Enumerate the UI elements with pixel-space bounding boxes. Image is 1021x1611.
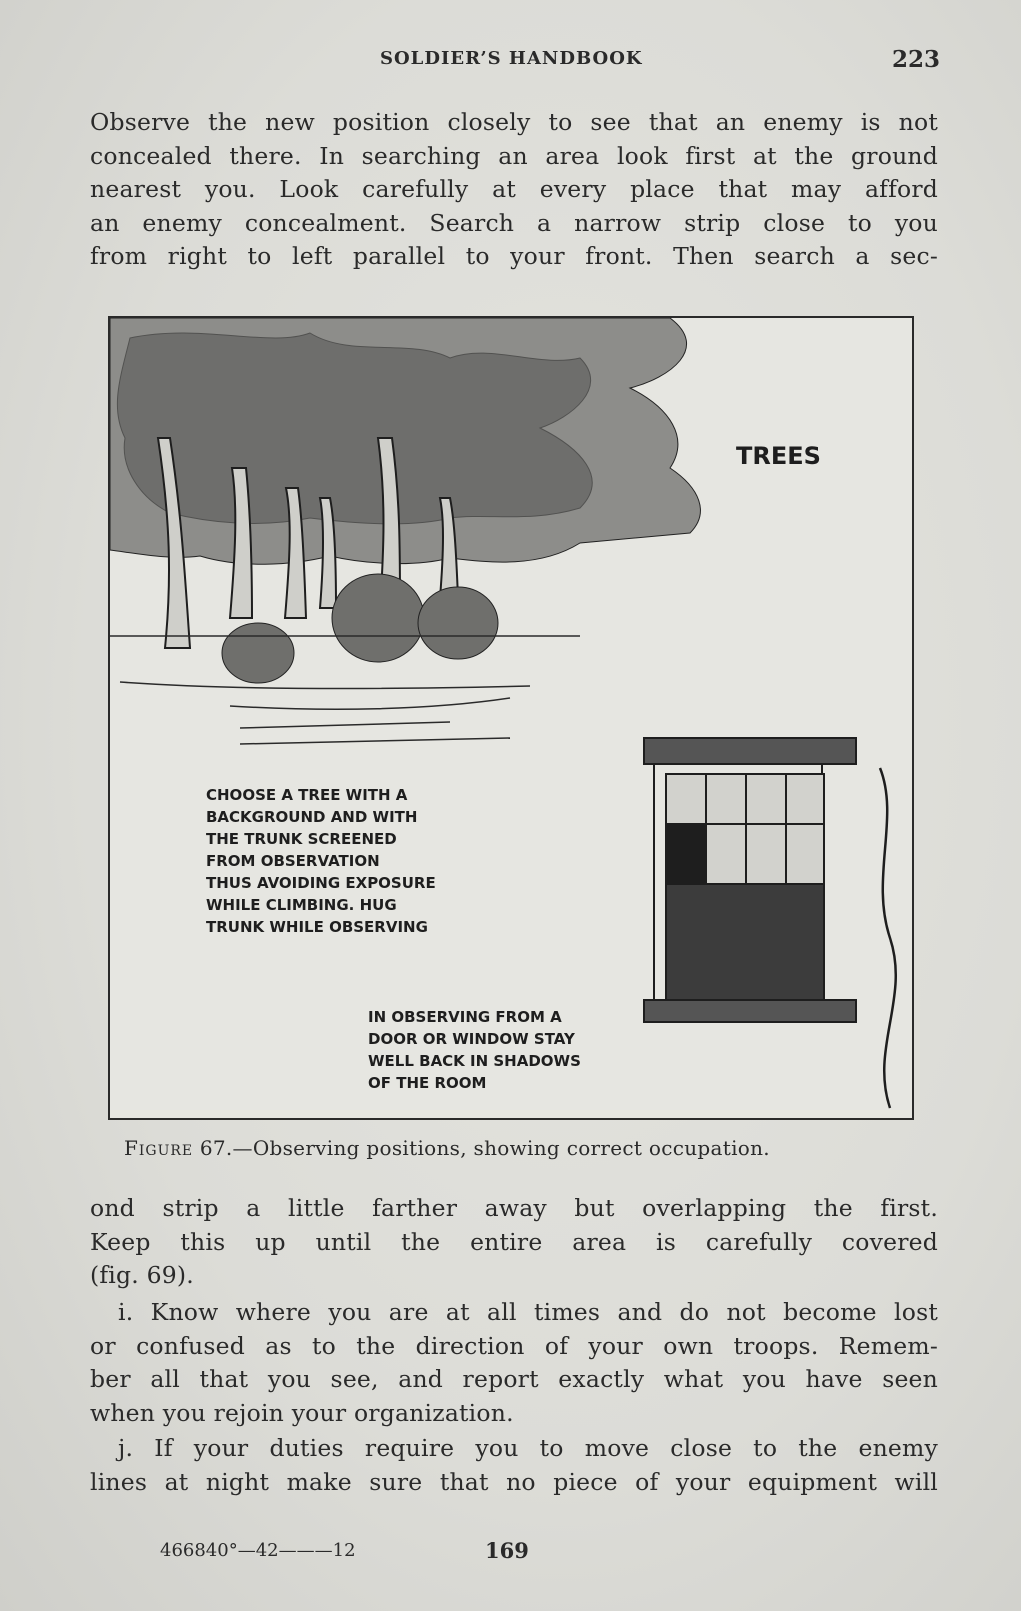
caption-prefix: Figure [124,1136,194,1160]
paragraph-top [90,106,938,274]
note-line: DOOR OR WINDOW STAY [368,1030,575,1048]
text-line: ber all that you see, and report exactly what you have seen [90,1365,938,1393]
text-line: i. Know where you are at all times and do not become lost [118,1298,938,1326]
caption-text: 67.—Observing positions, showing correct occupation. [193,1136,770,1160]
text-line: j. If your duties require you to move close to the enemy [118,1434,938,1462]
text-line: from right to left parallel to your front. Then search a sec- [90,242,938,270]
trees-label: TREES [736,442,821,470]
text-line: nearest you. Look carefully at every place that may afford [90,175,938,203]
sheet-number: 169 [485,1538,529,1563]
text-line: Keep this up until the entire area is carefully covered [90,1227,938,1256]
note-line: TRUNK WHILE OBSERVING [206,918,428,936]
note-line: THE TRUNK SCREENED [206,830,397,848]
note-line: FROM OBSERVATION [206,852,380,870]
note-line: CHOOSE A TREE WITH A [206,786,408,804]
text-line: (fig. 69). [90,1261,194,1289]
note-line: OF THE ROOM [368,1074,487,1092]
tree-canopy [110,318,700,564]
note-line: WHILE CLIMBING. HUG [206,896,397,914]
text-line: ond strip a little farther away but overlapping the first. [90,1194,938,1222]
text-line: Observe the new position closely to see that an enemy is not [90,108,938,136]
print-code: 466840°—42———12 [160,1540,356,1561]
note-line: BACKGROUND AND WITH [206,808,418,826]
window-drawing [644,738,896,1108]
note-line: WELL BACK IN SHADOWS [368,1052,581,1070]
shrubs [222,574,498,683]
note-line: IN OBSERVING FROM A [368,1008,562,1026]
text-line: an enemy concealment. Search a narrow strip close to you [90,208,938,237]
paragraph-i [90,1296,938,1430]
paragraph-j [90,1432,938,1499]
text-line: or confused as to the direction of your own troops. Remem- [90,1331,938,1360]
text-line: when you rejoin your organization. [90,1398,514,1427]
figure-illustration [108,316,914,1120]
running-header: SOLDIER’S HANDBOOK [380,48,643,69]
figure-caption [124,1136,770,1160]
observation-drawing [110,318,914,1120]
text-line: lines at night make sure that no piece of your equipment will [90,1467,938,1496]
note-line: THUS AVOIDING EXPOSURE [206,874,436,892]
window-note [368,1006,581,1094]
paragraph-continued [90,1192,938,1293]
text-line: concealed there. In searching an area look first at the ground [90,141,938,170]
page-number: 223 [892,46,941,73]
ground-lines [110,636,580,744]
tree-note [206,784,436,938]
